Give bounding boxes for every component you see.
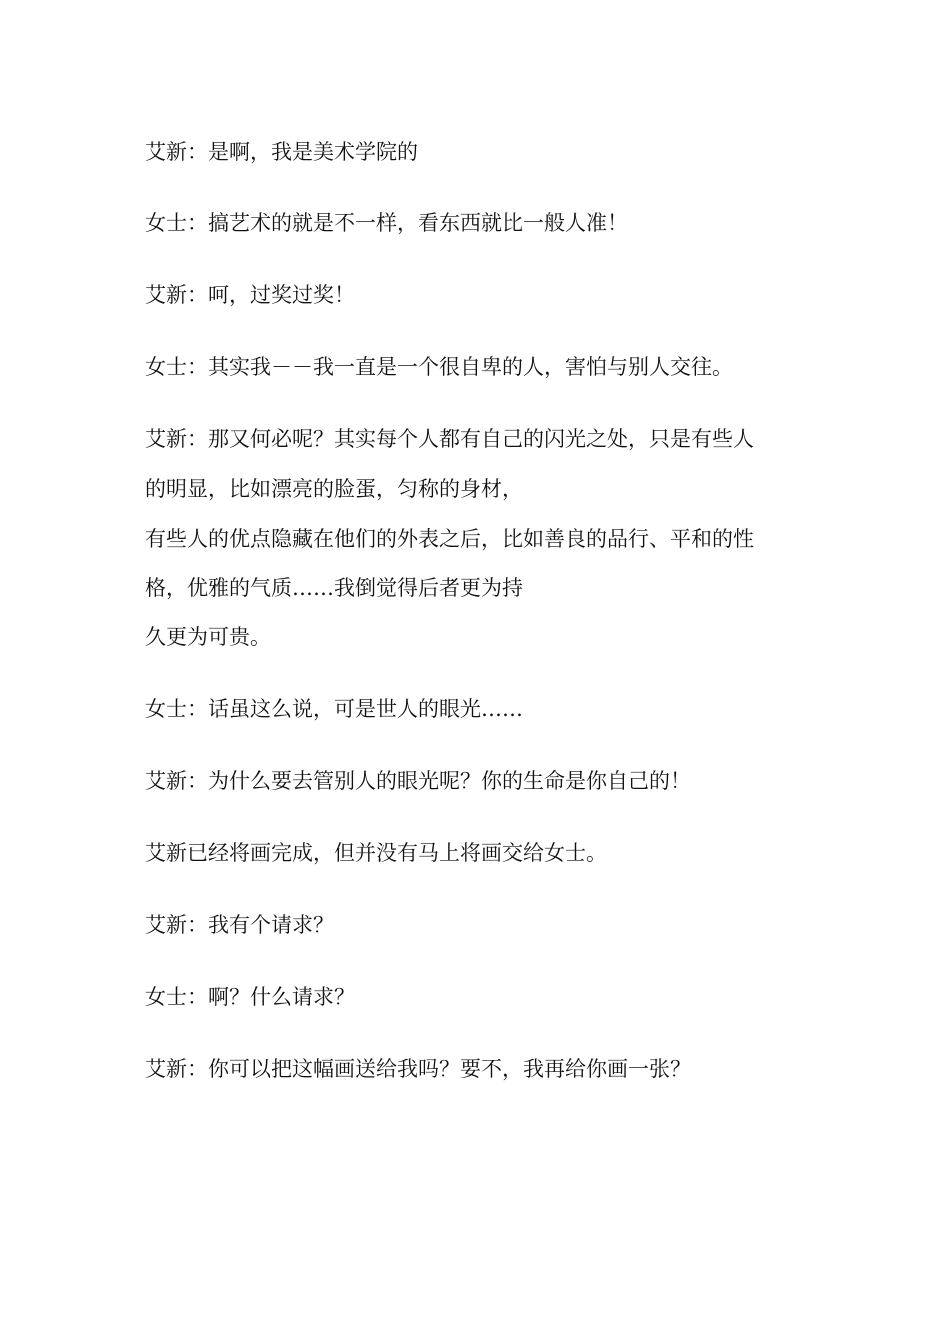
narration-line: 艾新已经将画完成，但并没有马上将画交给女士。: [145, 841, 607, 865]
dialogue-line: 女士：搞艺术的就是不一样，看东西就比一般人准！: [145, 211, 628, 235]
dialogue-line-continued: 格，优雅的气质……我倒觉得后者更为持: [145, 576, 523, 600]
dialogue-line: 艾新：是啊，我是美术学院的: [145, 140, 418, 164]
dialogue-line-continued: 的明显，比如漂亮的脸蛋，匀称的身材，: [145, 477, 523, 501]
dialogue-line: 艾新：我有个请求？: [145, 913, 334, 937]
dialogue-line: 女士：话虽这么说，可是世人的眼光……: [145, 697, 523, 721]
dialogue-line: 艾新：那又何必呢？其实每个人都有自己的闪光之处，只是有些人: [145, 427, 754, 451]
dialogue-line-continued: 有些人的优点隐藏在他们的外表之后，比如善良的品行、平和的性: [145, 527, 754, 551]
dialogue-line: 女士：啊？什么请求？: [145, 985, 355, 1009]
dialogue-line-continued: 久更为可贵。: [145, 625, 271, 649]
dialogue-line: 艾新：为什么要去管别人的眼光呢？你的生命是你自己的！: [145, 769, 691, 793]
dialogue-line: 艾新：呵，过奖过奖！: [145, 283, 355, 307]
dialogue-line: 女士：其实我－－我一直是一个很自卑的人，害怕与别人交往。: [145, 355, 733, 379]
dialogue-line: 艾新：你可以把这幅画送给我吗？要不，我再给你画一张？: [145, 1057, 691, 1081]
